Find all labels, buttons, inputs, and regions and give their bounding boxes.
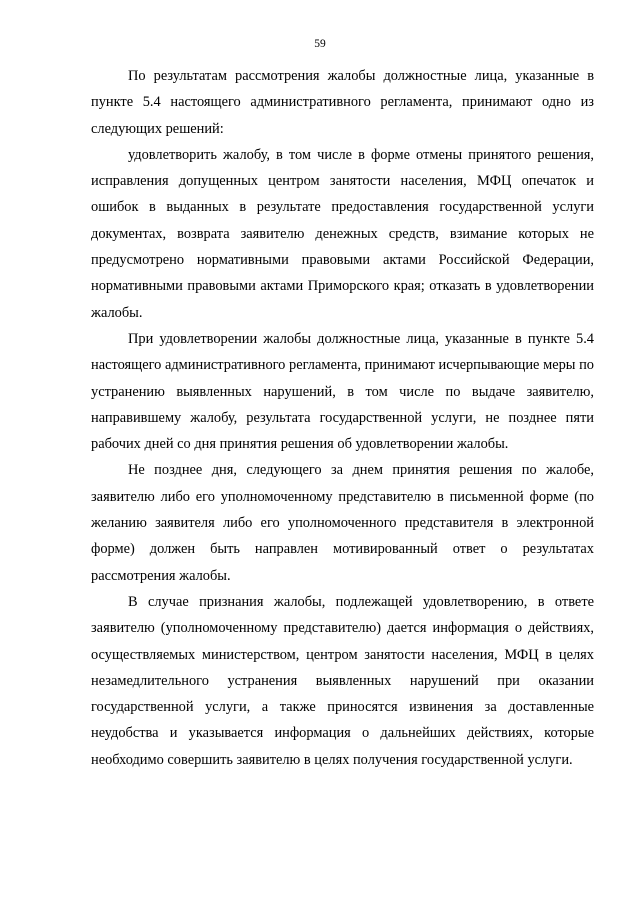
- paragraph-complaint-decisions: По результатам рассмотрения жалобы должностные лица, указанные в пункте 5.4 настоящего административного регламента, принимают одно из следующих решений:: [91, 68, 594, 137]
- paragraph-remedial-measures: При удовлетворении жалобы должностные лица, указанные в пункте 5.4 настоящего административного регламента, принимают исчерпывающие меры по устранению выявленных нарушений, в том числе по выдаче заявителю, направившему жалобу, результата государственной услуги, не позднее пяти рабочих дней со дня принятия решения об удовлетворении жалобы.: [91, 330, 594, 453]
- page-number: 59: [314, 38, 326, 50]
- document-body: [91, 63, 594, 773]
- paragraph-information-in-response: В случае признания жалобы, подлежащей удовлетворению, в ответе заявителю (уполномоченному представителю) дается информация о действиях, осуществляемых министерством, центром занятости населения, МФЦ в целях незамедлительного устранения выявленных нарушений при оказании государственной услуги, а также приносятся извинения за доставленные неудобства и указывается информация о дальнейших действиях, которые необходимо совершить заявителю в целях получения государственной услуги.: [91, 593, 594, 768]
- paragraph-reasoned-response: Не позднее дня, следующего за днем принятия решения по жалобе, заявителю либо его уполномоченному представителю в письменной форме (по желанию заявителя либо его уполномоченного представителя в электронной форме) должен быть направлен мотивированный ответ о результатах рассмотрения жалобы.: [91, 462, 594, 584]
- paragraph-satisfy-complaint: удовлетворить жалобу, в том числе в форме отмены принятого решения, исправления допущенных центром занятости населения, МФЦ опечаток и ошибок в выданных в результате предоставления государственной услуги документах, возврата заявителю денежных средств, взимание которых не предусмотрено нормативными правовыми актами Российской Федерации, нормативными правовыми актами Приморского края; отказать в удовлетворении жалобы.: [91, 146, 594, 321]
